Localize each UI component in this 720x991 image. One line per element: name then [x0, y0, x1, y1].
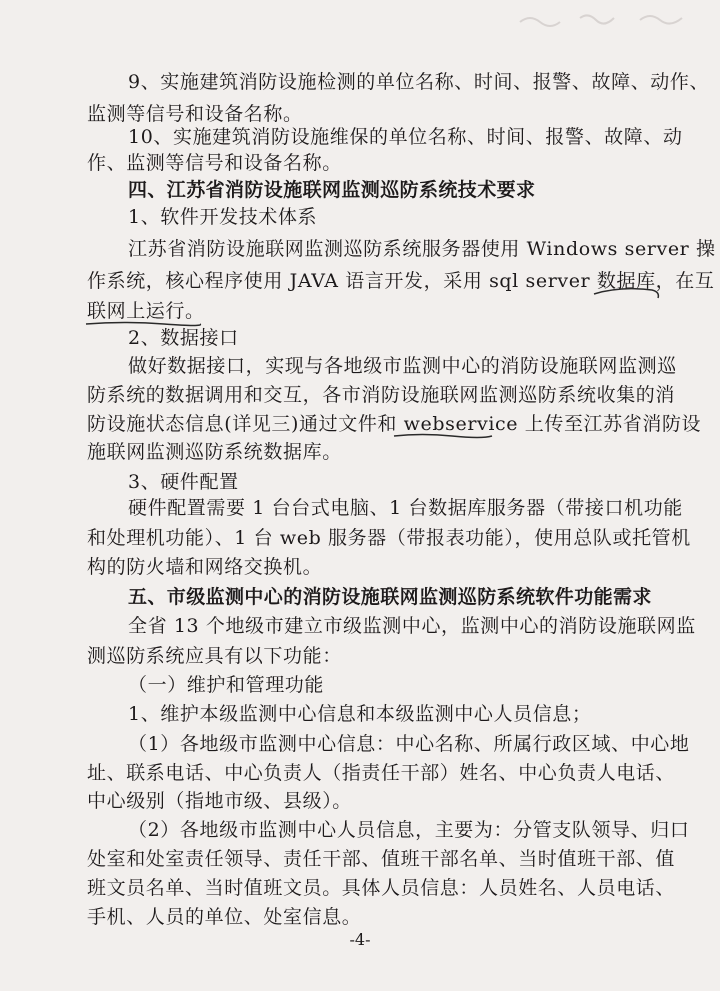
text-line-26: 中心级别（指地市级、县级）。 [87, 790, 352, 812]
text-line-17: 和处理机功能）、1 台 web 服务器（带报表功能），使用总队或托管机 [87, 527, 691, 549]
subheading-hardware: 3、硬件配置 [128, 471, 239, 493]
text-line-25: 址、联系电话、中心负责人（指责任干部）姓名、中心负责人电话、 [87, 762, 676, 784]
text-line-11: 做好数据接口，实现与各地级市监测中心的消防设施联网监测巡 [128, 355, 677, 377]
text-line-16: 硬件配置需要 1 台台式电脑、1 台数据库服务器（带接口机功能 [128, 497, 683, 519]
text-line-20: 全省 13 个地级市建立市级监测中心，监测中心的消防设施联网监 [128, 615, 696, 637]
text-line-30: 手机、人员的单位、处室信息。 [87, 906, 362, 928]
subheading-maintenance: （一）维护和管理功能 [128, 674, 325, 696]
text-line-3: 10、实施建筑消防设施维保的单位名称、时间、报警、故障、动 [128, 126, 683, 148]
faint-bleed-through-marks [480, 0, 720, 40]
text-line-29: 班文员名单、当时值班文员。具体人员信息：人员姓名、人员电话、 [87, 877, 676, 899]
text-line-21: 测巡防系统应具有以下功能： [87, 645, 342, 667]
text-line-12: 防系统的数据调用和交互，各市消防设施联网监测巡防系统收集的消 [87, 384, 676, 406]
text-line-23: 1、维护本级监测中心信息和本级监测中心人员信息； [128, 703, 592, 725]
text-line-7: 江苏省消防设施联网监测巡防系统服务器使用 Windows server 操 [128, 238, 716, 260]
text-line-8: 作系统，核心程序使用 JAVA 语言开发，采用 sql server 数据库，在互 [87, 270, 715, 292]
section-heading-5: 五、市级监测中心的消防设施联网监测巡防系统软件功能需求 [128, 586, 652, 608]
text-line-2: 监测等信号和设备名称。 [87, 103, 303, 125]
text-line-9: 联网上运行。 [87, 300, 205, 322]
text-line-1: 9、实施建筑消防设施检测的单位名称、时间、报警、故障、动作、 [128, 71, 710, 93]
text-line-24: （1）各地级市监测中心信息：中心名称、所属行政区域、中心地 [128, 733, 690, 755]
text-line-4: 作、监测等信号和设备名称。 [87, 152, 342, 174]
section-heading-4: 四、江苏省消防设施联网监测巡防系统技术要求 [128, 179, 536, 201]
page-number: -4- [349, 930, 371, 949]
text-line-18: 构的防火墙和网络交换机。 [87, 556, 323, 578]
subheading-data-interface: 2、数据接口 [128, 327, 239, 349]
text-line-27: （2）各地级市监测中心人员信息，主要为：分管支队领导、归口 [128, 819, 690, 841]
text-line-14: 施联网监测巡防系统数据库。 [87, 441, 342, 463]
subheading-software-system: 1、软件开发技术体系 [128, 206, 318, 228]
text-line-28: 处室和处室责任领导、责任干部、值班干部名单、当时值班干部、值 [87, 848, 676, 870]
text-line-13: 防设施状态信息(详见三)通过文件和 webservice 上传至江苏省消防设 [87, 413, 702, 435]
